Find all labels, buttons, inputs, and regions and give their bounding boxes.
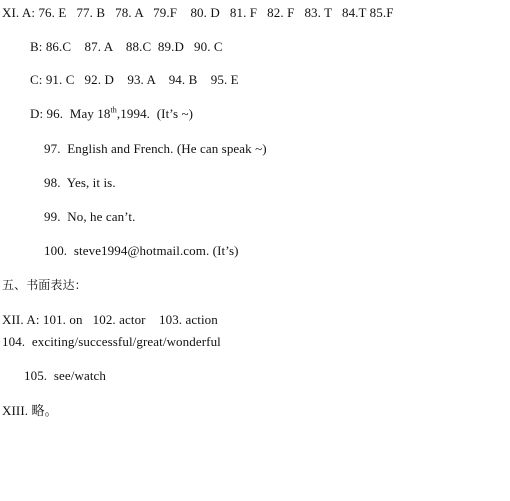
answer-97: 97. English and French. (He can speak ~): [44, 141, 267, 156]
xi-part-a-answers: XI. A: 76. E 77. B 78. A 79.F 80. D 81. F 82. F 83. T 84.T 85.F: [2, 5, 394, 20]
answer-96-ordinal-suffix: th: [110, 105, 117, 115]
section-five-heading: 五、书面表达：: [2, 278, 87, 292]
answer-105: 105. see/watch: [24, 368, 107, 383]
xi-part-c-answers: C: 91. C 92. D 93. A 94. B 95. E: [30, 72, 239, 87]
answer-104: 104. exciting/successful/great/wonderful: [2, 334, 221, 349]
xi-part-b-answers: B: 86.C 87. A 88.C 89.D 90. C: [30, 39, 223, 54]
xiii-text: XIII. 略。: [2, 403, 58, 418]
answer-98: 98. Yes, it is.: [44, 175, 116, 190]
answer-99: 99. No, he can’t.: [44, 209, 136, 224]
answer-100: 100. steve1994@hotmail.com. (It’s): [44, 243, 239, 258]
answer-96-prefix: D: 96. May 18: [30, 106, 111, 121]
xi-part-d-answer-96: [30, 106, 193, 122]
xiii-answer: [2, 403, 58, 419]
xii-part-a-answers: XII. A: 101. on 102. actor 103. action: [2, 312, 218, 327]
answer-96-suffix: ,1994. (It’s ~): [116, 106, 194, 121]
